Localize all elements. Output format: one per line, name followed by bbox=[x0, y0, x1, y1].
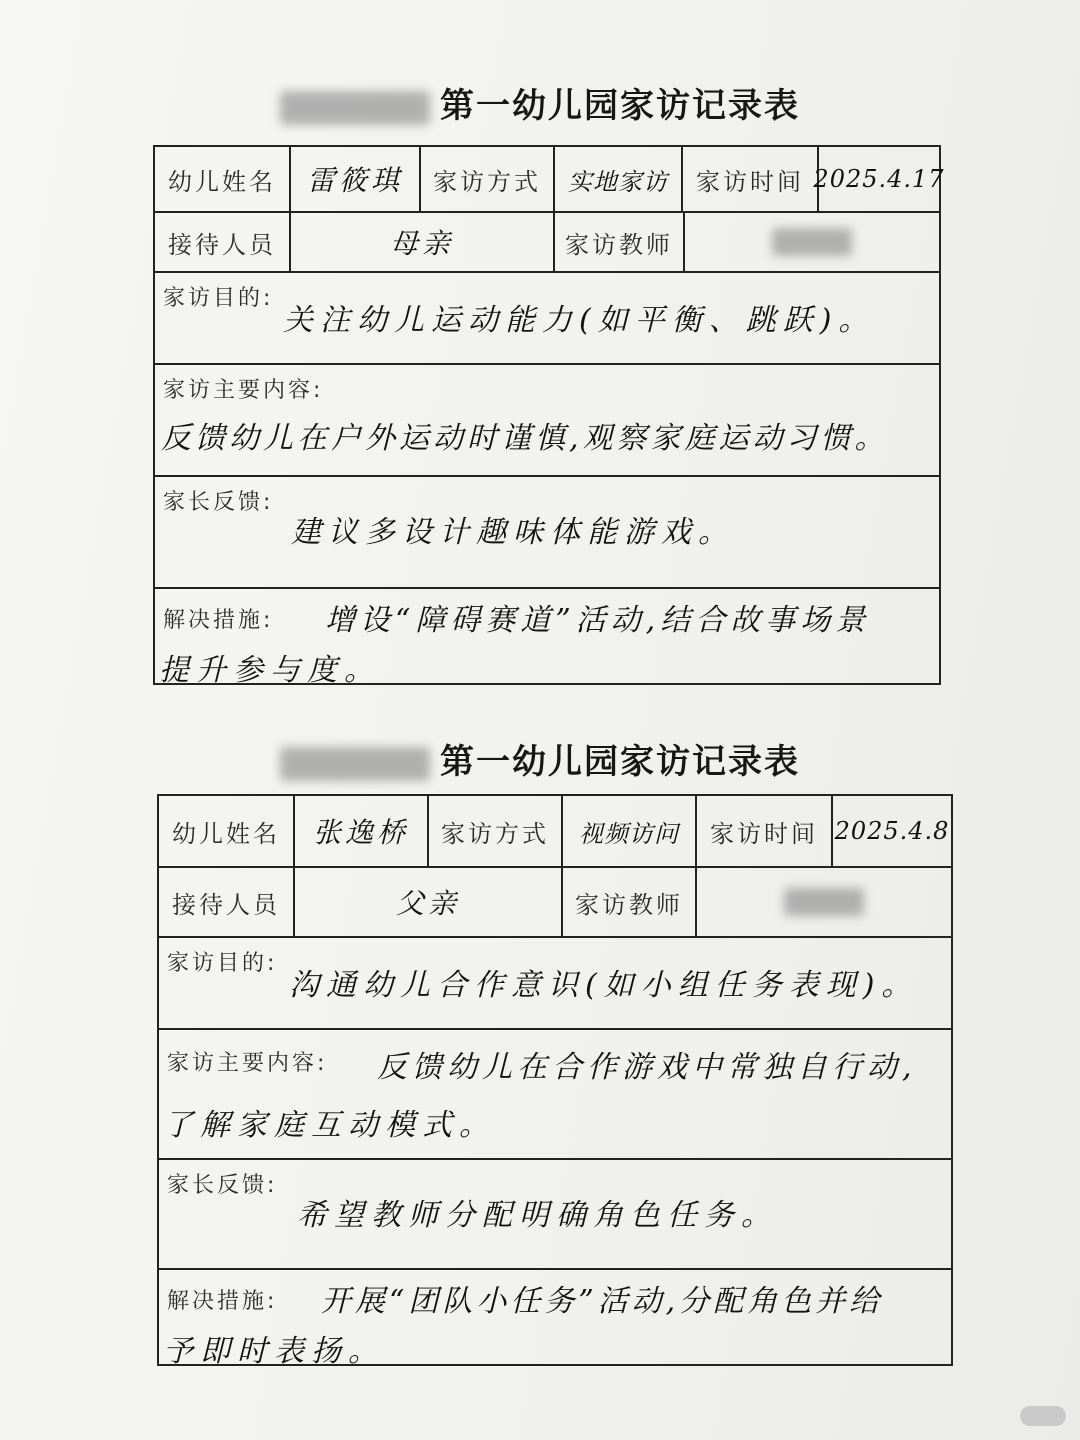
content-section bbox=[159, 1028, 951, 1158]
content-section bbox=[155, 363, 939, 475]
visit-method-cell bbox=[563, 796, 697, 866]
receiver-cell bbox=[295, 868, 563, 936]
feedback-label: 家长反馈: bbox=[163, 490, 274, 515]
visit-time-label: 家访时间 bbox=[710, 819, 818, 848]
visit-time-label-cell bbox=[697, 796, 833, 866]
child-name-value: 张逸桥 bbox=[312, 816, 409, 849]
child-name-value: 雷筱琪 bbox=[306, 164, 403, 197]
measures-section bbox=[159, 1268, 951, 1369]
teacher-label: 家访教师 bbox=[575, 890, 683, 919]
redacted-school-name bbox=[280, 91, 430, 125]
measures-label: 解决措施: bbox=[167, 1289, 278, 1314]
purpose-section bbox=[155, 271, 939, 363]
record-table bbox=[157, 794, 953, 1369]
info-row-1 bbox=[159, 796, 951, 866]
visit-method-value: 实地家访 bbox=[568, 167, 668, 196]
app-watermark bbox=[1020, 1406, 1066, 1426]
measures-text-line-1: 增设“障碍赛道”活动,结合故事场景 bbox=[325, 603, 871, 638]
purpose-label: 家访目的: bbox=[167, 951, 278, 976]
visit-method-label: 家访方式 bbox=[441, 819, 549, 848]
child-name-label: 幼儿姓名 bbox=[168, 167, 276, 196]
purpose-text: 关注幼儿运动能力(如平衡、跳跃)。 bbox=[283, 303, 876, 338]
content-text: 反馈幼儿在户外运动时谨慎,观察家庭运动习惯。 bbox=[161, 421, 889, 456]
visit-method-value: 视频访问 bbox=[579, 819, 679, 848]
redacted-school-name bbox=[280, 747, 430, 781]
visit-time-label-cell bbox=[683, 147, 819, 211]
measures-text-line-2: 予即时表扬。 bbox=[163, 1334, 385, 1369]
feedback-section bbox=[155, 475, 939, 587]
visit-time-cell bbox=[813, 147, 945, 211]
redacted-teacher-name bbox=[772, 228, 852, 256]
form-title-text: 第一幼儿园家访记录表 bbox=[440, 742, 800, 782]
visit-method-cell bbox=[555, 147, 683, 211]
content-text-line-1: 反馈幼儿在合作游戏中常独自行动, bbox=[377, 1050, 917, 1085]
info-row-2 bbox=[155, 211, 939, 271]
visit-time-value: 2025.4.17 bbox=[813, 165, 945, 193]
info-row-1 bbox=[155, 147, 945, 211]
content-label: 家访主要内容: bbox=[167, 1051, 328, 1076]
purpose-text: 沟通幼儿合作意识(如小组任务表现)。 bbox=[289, 968, 919, 1003]
receiver-cell bbox=[291, 213, 555, 271]
feedback-text: 建议多设计趣味体能游戏。 bbox=[291, 515, 735, 550]
form-title bbox=[0, 734, 1080, 783]
feedback-text: 希望教师分配明确角色任务。 bbox=[297, 1198, 778, 1233]
measures-text-line-2: 提升参与度。 bbox=[159, 653, 381, 688]
child-name-label-cell bbox=[155, 147, 291, 211]
record-table bbox=[153, 145, 945, 688]
visit-time-cell bbox=[833, 796, 951, 866]
redacted-teacher-name bbox=[784, 888, 864, 916]
receiver-label: 接待人员 bbox=[172, 890, 280, 919]
form-title-text: 第一幼儿园家访记录表 bbox=[440, 86, 800, 126]
visit-time-value: 2025.4.8 bbox=[834, 817, 950, 845]
visit-method-label: 家访方式 bbox=[433, 167, 541, 196]
measures-label: 解决措施: bbox=[163, 608, 274, 633]
child-name-label-cell bbox=[159, 796, 295, 866]
visit-time-label: 家访时间 bbox=[696, 167, 804, 196]
visit-record-form-2 bbox=[0, 700, 1080, 1440]
teacher-label-cell bbox=[555, 213, 685, 271]
info-row-2 bbox=[159, 866, 951, 936]
child-name-label: 幼儿姓名 bbox=[172, 819, 280, 848]
receiver-label-cell bbox=[159, 868, 295, 936]
receiver-value: 父亲 bbox=[395, 887, 460, 920]
feedback-section bbox=[159, 1158, 951, 1268]
visit-method-label-cell bbox=[429, 796, 563, 866]
purpose-label: 家访目的: bbox=[163, 286, 274, 311]
teacher-cell bbox=[697, 868, 951, 936]
teacher-cell bbox=[685, 213, 939, 271]
content-text-line-2: 了解家庭互动模式。 bbox=[163, 1108, 496, 1143]
visit-record-form-1 bbox=[0, 0, 1080, 700]
content-label: 家访主要内容: bbox=[163, 378, 324, 403]
feedback-label: 家长反馈: bbox=[167, 1173, 278, 1198]
receiver-label-cell bbox=[155, 213, 291, 271]
measures-text-line-1: 开展“团队小任务”活动,分配角色并给 bbox=[321, 1284, 884, 1319]
purpose-section bbox=[159, 936, 951, 1028]
receiver-label: 接待人员 bbox=[168, 230, 276, 259]
visit-method-label-cell bbox=[421, 147, 555, 211]
form-title bbox=[0, 78, 1080, 127]
child-name-cell bbox=[295, 796, 429, 866]
receiver-value: 母亲 bbox=[389, 227, 454, 260]
teacher-label: 家访教师 bbox=[565, 230, 673, 259]
measures-section bbox=[155, 587, 939, 688]
child-name-cell bbox=[291, 147, 421, 211]
teacher-label-cell bbox=[563, 868, 697, 936]
